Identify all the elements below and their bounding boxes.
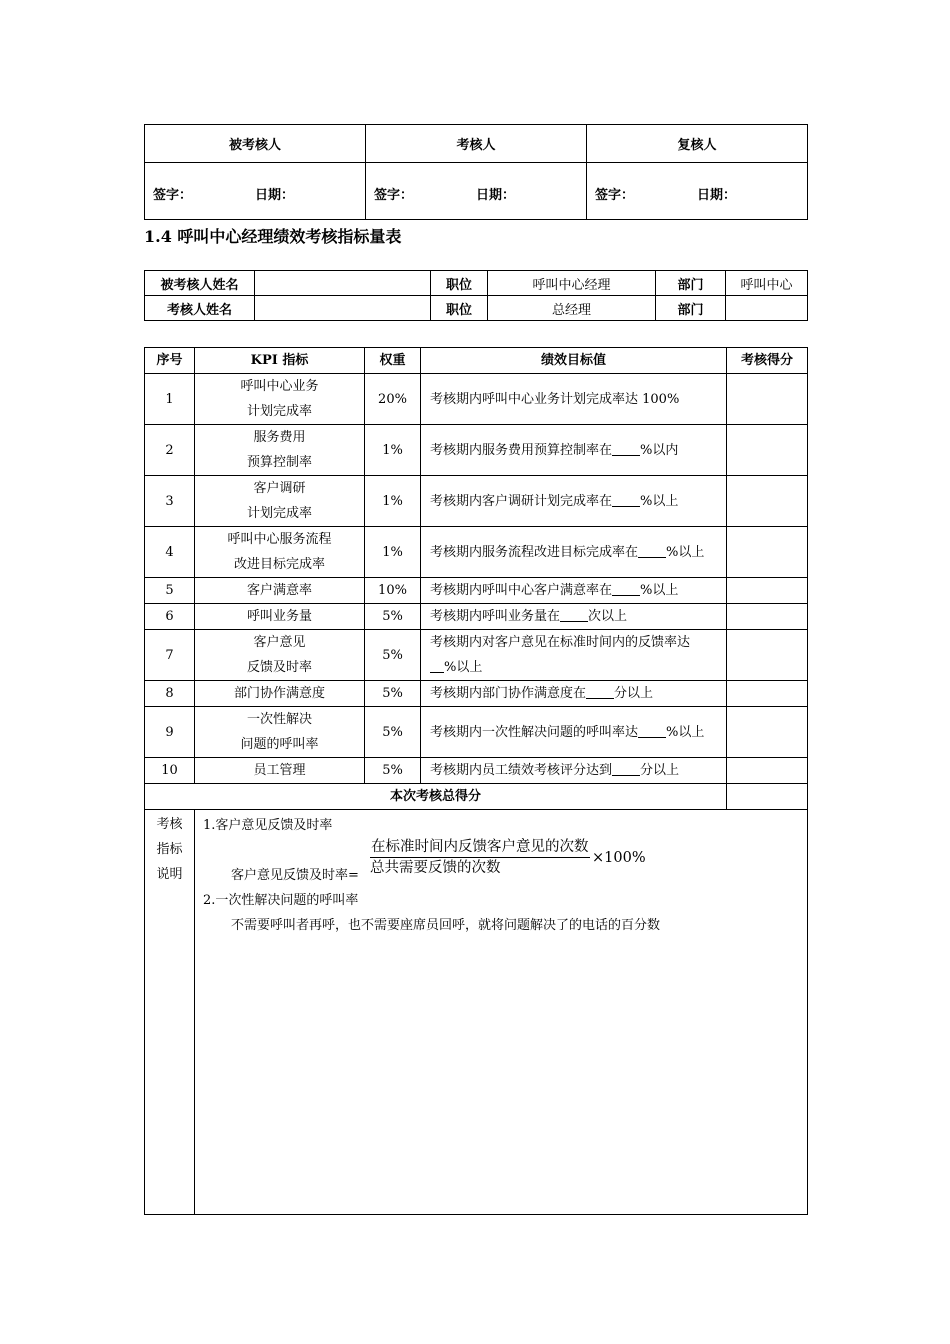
kpi-target <box>421 630 727 681</box>
kpi-indicator <box>195 707 365 758</box>
kpi-weight: 1% <box>365 476 421 527</box>
formula-label: 客户意见反馈及时率= <box>231 868 359 883</box>
kpi-indicator <box>195 476 365 527</box>
kpi-target <box>421 604 727 630</box>
kpi-score[interactable] <box>727 758 808 784</box>
kpi-target-text: 考核期内部门协作满意度在 <box>430 686 587 701</box>
kpi-weight: 1% <box>365 527 421 578</box>
kpi-target <box>421 527 727 578</box>
kpi-score[interactable] <box>727 425 808 476</box>
kpi-target-text: 考核期内客户调研计划完成率在 <box>430 493 613 509</box>
kpi-indicator <box>195 630 365 681</box>
kpi-target-suffix: %以上 <box>640 493 679 509</box>
kpi-indicator <box>195 425 365 476</box>
department-label: 部门 <box>656 296 726 321</box>
fill-blank[interactable] <box>612 761 640 776</box>
kpi-target-text: 考核期内服务费用预算控制率在 <box>430 442 613 458</box>
note-item1-title: 1.客户意见反馈及时率 <box>203 818 333 833</box>
kpi-indicator-line1: 服务费用 <box>253 430 306 445</box>
examinee-name-label: 被考核人姓名 <box>145 271 255 296</box>
kpi-indicator <box>195 578 365 604</box>
kpi-no: 8 <box>145 681 195 707</box>
kpi-indicator-line1: 客户调研 <box>253 481 306 496</box>
section-title: 1.4 呼叫中心经理绩效考核指标量表 <box>144 227 402 246</box>
notes-label-line: 说明 <box>156 867 183 882</box>
kpi-indicator <box>195 604 365 630</box>
kpi-target-tail: 上 <box>691 544 705 560</box>
kpi-target-suffix: 次以上 <box>588 609 628 624</box>
kpi-target-suffix: 分以上 <box>640 763 680 778</box>
department-label: 部门 <box>656 271 726 296</box>
kpi-table <box>144 347 808 1215</box>
kpi-row <box>145 476 808 527</box>
sign-label: 签字： <box>595 188 635 203</box>
date-label: 日期： <box>697 188 737 203</box>
examiner-name-label: 考核人姓名 <box>145 296 255 321</box>
kpi-target-text: 考核期内呼叫中心业务计划完成率达 100% <box>430 391 680 407</box>
kpi-weight: 5% <box>365 707 421 758</box>
header-indicator: KPI 指标 <box>195 348 365 374</box>
fill-blank[interactable] <box>612 441 640 456</box>
kpi-indicator-line2: 计划完成率 <box>246 506 312 521</box>
date-label: 日期： <box>476 188 516 203</box>
kpi-target-text: 考核期内一次性解决问题的呼叫率达 <box>430 724 639 740</box>
info-table <box>144 270 808 321</box>
kpi-indicator <box>195 681 365 707</box>
kpi-row <box>145 374 808 425</box>
kpi-target-text: 考核期内呼叫业务量在 <box>430 609 561 624</box>
kpi-no: 10 <box>145 758 195 784</box>
kpi-score[interactable] <box>727 527 808 578</box>
examiner-position-value: 总经理 <box>488 296 656 321</box>
examinee-name-value[interactable] <box>255 271 431 296</box>
note-item2-desc: 不需要呼叫者再呼，也不需要座席员回呼，就将问题解决了的电话的百分数 <box>231 918 661 933</box>
header-score: 考核得分 <box>727 348 808 374</box>
kpi-indicator-line2: 改进目标完成率 <box>233 557 325 572</box>
kpi-target-text: 考核期内呼叫中心客户满意率在 <box>430 583 613 598</box>
header-weight: 权重 <box>365 348 421 374</box>
kpi-row <box>145 630 808 681</box>
date-label: 日期： <box>255 188 295 203</box>
kpi-indicator-line2: 预算控制率 <box>246 455 312 470</box>
kpi-no: 4 <box>145 527 195 578</box>
kpi-weight: 5% <box>365 758 421 784</box>
kpi-no: 1 <box>145 374 195 425</box>
fill-blank[interactable] <box>638 543 666 558</box>
kpi-target-text: 考核期内对客户意见在标准时间内的反馈率达 <box>430 635 691 650</box>
kpi-target <box>421 758 727 784</box>
kpi-row <box>145 527 808 578</box>
kpi-indicator-line1: 呼叫中心业务 <box>240 379 319 394</box>
kpi-target-suffix: %以 <box>666 724 692 740</box>
kpi-row <box>145 578 808 604</box>
kpi-weight: 10% <box>365 578 421 604</box>
kpi-row <box>145 707 808 758</box>
kpi-score[interactable] <box>727 707 808 758</box>
kpi-no: 7 <box>145 630 195 681</box>
fill-blank[interactable] <box>638 723 666 738</box>
kpi-target-tail: %以上 <box>444 660 483 675</box>
kpi-no: 5 <box>145 578 195 604</box>
kpi-row <box>145 425 808 476</box>
kpi-rows <box>145 374 808 784</box>
kpi-indicator <box>195 758 365 784</box>
kpi-indicator-line2: 计划完成率 <box>246 404 312 419</box>
kpi-indicator-line1: 一次性解决 <box>246 712 312 727</box>
notes-body <box>195 810 808 1215</box>
kpi-no: 3 <box>145 476 195 527</box>
formula-multiplier: ×100% <box>592 850 646 866</box>
kpi-target-tail: 上 <box>691 724 705 740</box>
header-no: 序号 <box>145 348 195 374</box>
kpi-weight: 20% <box>365 374 421 425</box>
kpi-weight: 5% <box>365 604 421 630</box>
kpi-row <box>145 604 808 630</box>
sign-label: 签字： <box>374 188 414 203</box>
kpi-score[interactable] <box>727 476 808 527</box>
kpi-indicator-line2: 问题的呼叫率 <box>240 737 319 752</box>
kpi-weight: 1% <box>365 425 421 476</box>
formula-denominator: 总共需要反馈的次数 <box>370 860 501 876</box>
fill-blank[interactable] <box>612 492 640 507</box>
formula-numerator: 在标准时间内反馈客户意见的次数 <box>370 837 590 858</box>
kpi-target <box>421 681 727 707</box>
reviewer-signature-cell[interactable] <box>587 163 808 220</box>
kpi-score[interactable] <box>727 630 808 681</box>
kpi-indicator-line1: 客户意见 <box>253 635 306 650</box>
examiner-name-value[interactable] <box>255 296 431 321</box>
kpi-target <box>421 425 727 476</box>
kpi-indicator-line1: 员工管理 <box>253 763 306 778</box>
examinee-position-value: 呼叫中心经理 <box>488 271 656 296</box>
note-item2-title: 2.一次性解决问题的呼叫率 <box>203 893 359 908</box>
kpi-target-suffix: 分以上 <box>614 686 654 701</box>
notes-label-line: 指标 <box>156 842 183 857</box>
kpi-row <box>145 758 808 784</box>
kpi-target <box>421 707 727 758</box>
notes-label-line: 考核 <box>156 817 183 832</box>
examinee-header: 被考核人 <box>145 125 366 163</box>
kpi-score[interactable] <box>727 374 808 425</box>
fill-blank[interactable] <box>586 684 614 699</box>
kpi-indicator <box>195 374 365 425</box>
kpi-target-suffix: %以内 <box>640 442 679 458</box>
position-label: 职位 <box>431 271 488 296</box>
fill-blank[interactable] <box>560 607 588 622</box>
examinee-department-value: 呼叫中心 <box>726 271 808 296</box>
position-label: 职位 <box>431 296 488 321</box>
fill-blank[interactable] <box>430 658 444 673</box>
kpi-indicator-line1: 部门协作满意度 <box>233 686 325 701</box>
formula-fraction <box>370 837 646 878</box>
kpi-target-text: 考核期内员工绩效考核评分达到 <box>430 763 613 778</box>
kpi-indicator-line1: 呼叫中心服务流程 <box>227 532 332 547</box>
signature-table <box>144 124 808 220</box>
total-score-value[interactable] <box>727 784 808 810</box>
total-score-label: 本次考核总得分 <box>145 784 727 810</box>
kpi-weight: 5% <box>365 630 421 681</box>
sign-label: 签字： <box>153 188 193 203</box>
kpi-target-suffix: %以上 <box>640 583 679 598</box>
kpi-target-suffix: %以 <box>666 544 692 560</box>
header-target: 绩效目标值 <box>421 348 727 374</box>
fill-blank[interactable] <box>612 581 640 596</box>
kpi-indicator-line1: 客户满意率 <box>246 583 312 598</box>
reviewer-header: 复核人 <box>587 125 808 163</box>
kpi-target <box>421 374 727 425</box>
kpi-weight: 5% <box>365 681 421 707</box>
notes-label <box>145 810 195 1215</box>
kpi-row <box>145 681 808 707</box>
kpi-score[interactable] <box>727 681 808 707</box>
kpi-no: 2 <box>145 425 195 476</box>
kpi-indicator <box>195 527 365 578</box>
kpi-no: 9 <box>145 707 195 758</box>
kpi-no: 6 <box>145 604 195 630</box>
kpi-score[interactable] <box>727 578 808 604</box>
examinee-signature-cell[interactable] <box>145 163 366 220</box>
examiner-signature-cell[interactable] <box>366 163 587 220</box>
kpi-indicator-line1: 呼叫业务量 <box>246 609 312 624</box>
kpi-target <box>421 476 727 527</box>
examiner-department-value[interactable] <box>726 296 808 321</box>
kpi-target-text: 考核期内服务流程改进目标完成率在 <box>430 544 639 560</box>
kpi-score[interactable] <box>727 604 808 630</box>
kpi-target <box>421 578 727 604</box>
examiner-header: 考核人 <box>366 125 587 163</box>
kpi-indicator-line2: 反馈及时率 <box>246 660 312 675</box>
